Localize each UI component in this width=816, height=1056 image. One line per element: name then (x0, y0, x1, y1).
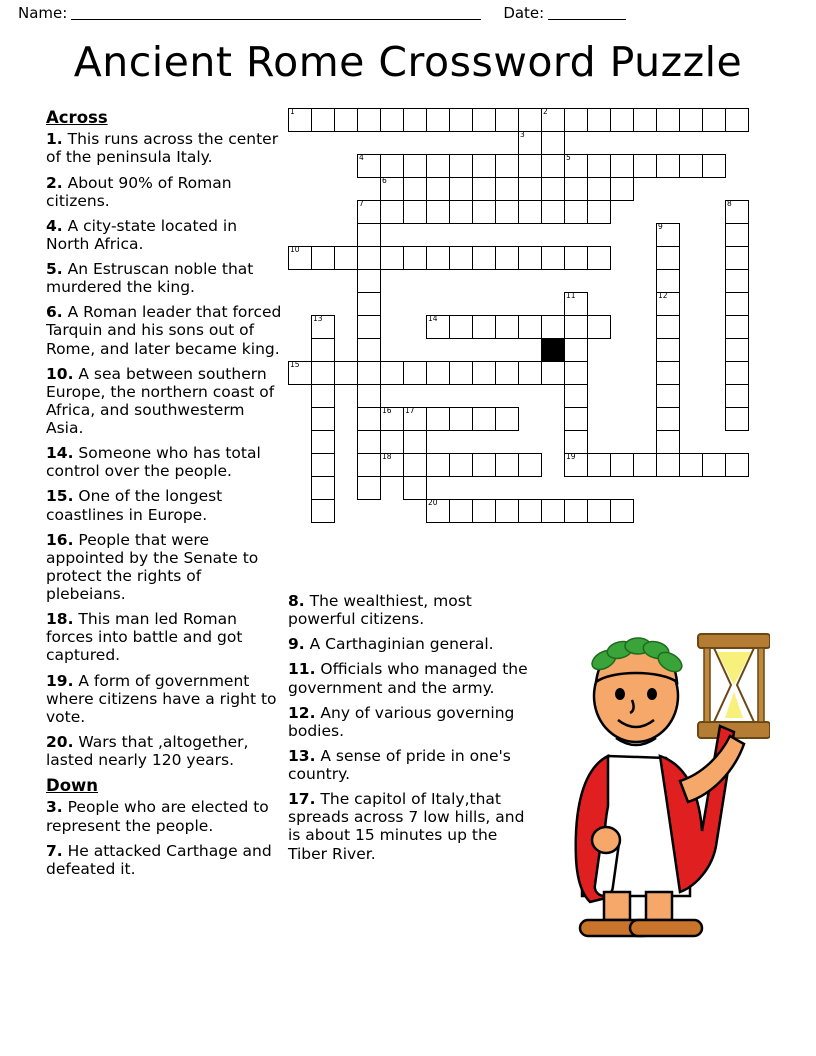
grid-cell[interactable] (564, 499, 588, 523)
clue-item (46, 733, 284, 769)
grid-cell[interactable] (357, 315, 381, 339)
grid-cell[interactable] (311, 384, 335, 408)
grid-cell[interactable] (472, 499, 496, 523)
grid-cell-number: 13 (313, 314, 323, 323)
grid-cell[interactable] (472, 246, 496, 270)
clue-text: Any of various governing bodies. (288, 703, 515, 740)
grid-cell[interactable] (679, 453, 703, 477)
clues-column-middle (288, 592, 538, 870)
grid-cell[interactable] (564, 108, 588, 132)
grid-cell[interactable] (380, 200, 404, 224)
grid-cell[interactable] (334, 361, 358, 385)
grid-cell-number: 5 (566, 153, 571, 162)
grid-cell[interactable] (311, 430, 335, 454)
grid-cell[interactable] (357, 476, 381, 500)
clue-item (288, 660, 538, 696)
clue-number: 13. (288, 746, 316, 765)
grid-cell[interactable] (564, 338, 588, 362)
grid-cell[interactable] (725, 315, 749, 339)
grid-cell[interactable] (311, 338, 335, 362)
grid-cell[interactable] (403, 246, 427, 270)
grid-cell[interactable] (426, 177, 450, 201)
grid-cell-number: 16 (382, 406, 392, 415)
grid-cell[interactable] (587, 315, 611, 339)
grid-cell[interactable] (357, 453, 381, 477)
grid-cell[interactable] (495, 361, 519, 385)
grid-cell[interactable] (725, 361, 749, 385)
grid-cell[interactable] (725, 384, 749, 408)
grid-cell-number: 11 (566, 291, 576, 300)
grid-cell[interactable] (495, 177, 519, 201)
grid-cell[interactable] (403, 430, 427, 454)
clue-text: A sea between southern Europe, the northern coast of Africa, and southwesterm Asia. (46, 364, 275, 438)
clue-item (46, 610, 284, 664)
clue-number: 6. (46, 303, 63, 322)
grid-cell[interactable] (426, 499, 450, 523)
grid-cell[interactable] (357, 361, 381, 385)
grid-cell[interactable] (725, 246, 749, 270)
clue-number: 2. (46, 173, 63, 192)
grid-cell[interactable] (518, 246, 542, 270)
grid-cell[interactable] (633, 154, 657, 178)
grid-cell[interactable] (449, 407, 473, 431)
clue-text: A Carthaginian general. (304, 635, 494, 654)
grid-cell[interactable] (495, 154, 519, 178)
grid-cell[interactable] (311, 315, 335, 339)
grid-cell[interactable] (311, 246, 335, 270)
clue-text: Someone who has total control over the people. (46, 444, 261, 481)
clue-text: About 90% of Roman citizens. (46, 173, 232, 210)
grid-cell-blocked (541, 338, 565, 362)
grid-cell[interactable] (403, 361, 427, 385)
grid-cell[interactable] (656, 453, 680, 477)
grid-cell[interactable] (702, 108, 726, 132)
grid-cell[interactable] (311, 108, 335, 132)
grid-cell[interactable] (426, 108, 450, 132)
grid-cell[interactable] (472, 361, 496, 385)
grid-cell[interactable] (541, 154, 565, 178)
grid-cell[interactable] (587, 499, 611, 523)
hourglass-icon (698, 634, 770, 738)
grid-cell[interactable] (380, 177, 404, 201)
grid-cell[interactable] (380, 108, 404, 132)
clue-text: An Estruscan noble that murdered the king. (46, 260, 254, 297)
clue-item (46, 672, 284, 726)
grid-cell[interactable] (541, 108, 565, 132)
grid-cell-number: 3 (520, 130, 525, 139)
grid-cell[interactable] (656, 108, 680, 132)
grid-cell[interactable] (725, 269, 749, 293)
grid-cell[interactable] (610, 154, 634, 178)
grid-cell[interactable] (495, 499, 519, 523)
grid-cell[interactable] (656, 315, 680, 339)
grid-cell[interactable] (426, 453, 450, 477)
name-date-row (18, 0, 798, 26)
grid-cell-number: 6 (382, 176, 387, 185)
grid-cell[interactable] (564, 407, 588, 431)
grid-cell[interactable] (472, 108, 496, 132)
grid-cell-number: 10 (290, 245, 300, 254)
date-input-line[interactable] (548, 6, 626, 20)
page-title: Ancient Rome Crossword Puzzle (73, 38, 743, 86)
grid-cell[interactable] (656, 292, 680, 316)
grid-cell[interactable] (334, 246, 358, 270)
across-clue-list (46, 130, 284, 769)
clue-text: One of the longest coastlines in Europe. (46, 487, 223, 524)
grid-cell[interactable] (656, 246, 680, 270)
clue-number: 11. (288, 660, 316, 679)
grid-cell[interactable] (357, 338, 381, 362)
grid-cell[interactable] (472, 177, 496, 201)
grid-cell[interactable] (357, 108, 381, 132)
grid-cell[interactable] (725, 292, 749, 316)
grid-cell[interactable] (610, 177, 634, 201)
clue-number: 7. (46, 841, 63, 860)
grid-cell-number: 8 (727, 199, 732, 208)
grid-cell[interactable] (541, 131, 565, 155)
grid-cell[interactable] (311, 407, 335, 431)
grid-cell[interactable] (564, 292, 588, 316)
grid-cell[interactable] (357, 407, 381, 431)
grid-cell[interactable] (403, 177, 427, 201)
grid-cell[interactable] (564, 154, 588, 178)
grid-cell-number: 12 (658, 291, 668, 300)
grid-cell[interactable] (403, 200, 427, 224)
grid-cell[interactable] (564, 315, 588, 339)
grid-cell-number: 2 (543, 107, 548, 116)
clue-item (46, 130, 284, 166)
grid-cell[interactable] (656, 407, 680, 431)
grid-cell[interactable] (725, 223, 749, 247)
grid-cell[interactable] (357, 292, 381, 316)
grid-cell[interactable] (311, 361, 335, 385)
grid-cell[interactable] (541, 246, 565, 270)
grid-cell[interactable] (449, 154, 473, 178)
grid-cell[interactable] (472, 453, 496, 477)
down-heading: Down (46, 776, 99, 796)
grid-cell[interactable] (518, 154, 542, 178)
clue-item (288, 747, 538, 783)
clue-number: 9. (288, 635, 305, 654)
grid-cell-number: 9 (658, 222, 663, 231)
clue-text: The wealthiest, most powerful citizens. (288, 592, 472, 629)
grid-cell[interactable] (564, 361, 588, 385)
grid-cell[interactable] (449, 200, 473, 224)
grid-cell-number: 1 (290, 107, 295, 116)
grid-cell[interactable] (587, 177, 611, 201)
grid-cell[interactable] (357, 223, 381, 247)
grid-cell[interactable] (610, 108, 634, 132)
grid-cell[interactable] (495, 200, 519, 224)
clue-text: A form of government where citizens have a right to vote. (46, 671, 277, 726)
grid-cell[interactable] (334, 108, 358, 132)
date-label: Date: (503, 4, 545, 22)
grid-cell[interactable] (426, 315, 450, 339)
grid-cell[interactable] (495, 407, 519, 431)
clue-item (288, 704, 538, 740)
grid-cell[interactable] (472, 154, 496, 178)
grid-cell[interactable] (449, 361, 473, 385)
clue-item (288, 592, 538, 628)
clue-number: 8. (288, 592, 305, 610)
grid-cell[interactable] (587, 108, 611, 132)
grid-cell[interactable] (426, 246, 450, 270)
clue-item (288, 635, 538, 653)
grid-cell[interactable] (518, 315, 542, 339)
grid-cell[interactable] (610, 499, 634, 523)
grid-cell[interactable] (725, 407, 749, 431)
grid-cell[interactable] (311, 453, 335, 477)
grid-cell[interactable] (656, 223, 680, 247)
grid-cell[interactable] (518, 453, 542, 477)
clue-item (46, 303, 284, 357)
grid-cell[interactable] (449, 246, 473, 270)
grid-cell[interactable] (518, 131, 542, 155)
grid-cell[interactable] (495, 453, 519, 477)
grid-cell[interactable] (656, 269, 680, 293)
name-label: Name: (18, 4, 68, 22)
grid-cell[interactable] (587, 200, 611, 224)
grid-cell[interactable] (702, 154, 726, 178)
grid-cell[interactable] (587, 246, 611, 270)
grid-cell[interactable] (357, 246, 381, 270)
clue-number: 19. (46, 671, 74, 690)
grid-cell[interactable] (403, 476, 427, 500)
grid-cell[interactable] (403, 108, 427, 132)
grid-cell[interactable] (518, 200, 542, 224)
grid-cell[interactable] (403, 154, 427, 178)
grid-cell[interactable] (656, 384, 680, 408)
grid-cell[interactable] (564, 430, 588, 454)
clue-number: 18. (46, 610, 74, 629)
grid-cell[interactable] (288, 361, 312, 385)
grid-cell-number: 17 (405, 406, 415, 415)
grid-cell[interactable] (449, 177, 473, 201)
grid-cell[interactable] (380, 154, 404, 178)
grid-cell[interactable] (518, 499, 542, 523)
clue-text: Officials who managed the government and the army. (288, 660, 528, 697)
clue-number: 17. (288, 790, 316, 809)
grid-cell[interactable] (656, 361, 680, 385)
grid-cell-number: 15 (290, 360, 300, 369)
name-input-line[interactable] (71, 6, 481, 20)
grid-cell[interactable] (541, 177, 565, 201)
grid-cell[interactable] (541, 200, 565, 224)
grid-cell[interactable] (426, 154, 450, 178)
grid-cell[interactable] (357, 154, 381, 178)
clue-item (46, 842, 284, 878)
grid-cell-number: 7 (359, 199, 364, 208)
across-heading: Across (46, 108, 108, 127)
grid-cell[interactable] (380, 407, 404, 431)
grid-cell[interactable] (564, 246, 588, 270)
grid-cell-number: 4 (359, 153, 364, 162)
clue-list-continued (288, 592, 538, 863)
clue-item (46, 217, 284, 253)
clue-text: This runs across the center of the peninsula Italy. (46, 130, 279, 167)
grid-cell[interactable] (633, 453, 657, 477)
grid-cell[interactable] (288, 108, 312, 132)
grid-cell[interactable] (541, 315, 565, 339)
clue-number: 20. (46, 732, 74, 751)
down-clue-list (46, 798, 284, 878)
clues-column-left (46, 108, 284, 885)
clue-number: 16. (46, 530, 74, 549)
grid-cell[interactable] (403, 453, 427, 477)
clue-text: This man led Roman forces into battle and got captured. (46, 610, 243, 665)
clue-text: The capitol of Italy,that spreads across 7 low hills, and is about 15 minutes up the Tiber River. (288, 790, 525, 863)
grid-cell[interactable] (518, 108, 542, 132)
clue-number: 15. (46, 487, 74, 506)
grid-cell[interactable] (725, 453, 749, 477)
grid-cell[interactable] (564, 200, 588, 224)
clue-number: 14. (46, 444, 74, 463)
crossword-grid[interactable] (288, 108, 772, 590)
grid-cell[interactable] (564, 453, 588, 477)
grid-cell[interactable] (679, 108, 703, 132)
grid-cell-number: 20 (428, 498, 438, 507)
clue-number: 4. (46, 216, 63, 235)
grid-cell[interactable] (472, 200, 496, 224)
clue-item (46, 174, 284, 210)
grid-cell[interactable] (633, 108, 657, 132)
grid-cell[interactable] (495, 315, 519, 339)
grid-cell[interactable] (725, 200, 749, 224)
clue-number: 1. (46, 130, 63, 149)
clue-text: Wars that ,altogether, lasted nearly 120 years. (46, 732, 249, 770)
clue-number: 3. (46, 798, 63, 817)
grid-cell[interactable] (541, 361, 565, 385)
grid-cell[interactable] (472, 407, 496, 431)
grid-cell[interactable] (380, 361, 404, 385)
grid-cell[interactable] (725, 108, 749, 132)
grid-cell[interactable] (541, 499, 565, 523)
grid-cell[interactable] (587, 154, 611, 178)
grid-cell[interactable] (472, 315, 496, 339)
grid-cell[interactable] (656, 338, 680, 362)
grid-cell[interactable] (311, 476, 335, 500)
grid-cell[interactable] (587, 453, 611, 477)
grid-cell[interactable] (449, 108, 473, 132)
grid-cell[interactable] (679, 154, 703, 178)
date-group (503, 4, 626, 22)
clue-item (288, 790, 538, 863)
grid-cell[interactable] (380, 453, 404, 477)
grid-cell[interactable] (702, 453, 726, 477)
clue-item (46, 260, 284, 296)
clue-text: A sense of pride in one's country. (288, 746, 511, 783)
clue-text: He attacked Carthage and defeated it. (46, 841, 272, 878)
clue-item (46, 798, 284, 834)
grid-cell[interactable] (518, 361, 542, 385)
clue-text: A Roman leader that forced Tarquin and his sons out of Rome, and later became king. (46, 303, 282, 358)
grid-cell[interactable] (426, 407, 450, 431)
clue-item (46, 365, 284, 438)
grid-cell[interactable] (564, 177, 588, 201)
grid-cell[interactable] (426, 200, 450, 224)
grid-cell-number: 14 (428, 314, 438, 323)
grid-cell[interactable] (725, 338, 749, 362)
roman-emperor-illustration (520, 596, 770, 946)
clue-number: 5. (46, 260, 63, 279)
grid-cell[interactable] (288, 246, 312, 270)
grid-cell[interactable] (656, 154, 680, 178)
grid-cell[interactable] (357, 430, 381, 454)
clue-text: People who are elected to represent the people. (46, 798, 269, 835)
grid-cell[interactable] (357, 384, 381, 408)
grid-cell[interactable] (449, 453, 473, 477)
grid-cell[interactable] (518, 177, 542, 201)
clue-item (46, 444, 284, 480)
clue-number: 10. (46, 364, 74, 383)
grid-cell[interactable] (495, 246, 519, 270)
grid-cell[interactable] (357, 200, 381, 224)
grid-cell[interactable] (403, 407, 427, 431)
grid-cell[interactable] (380, 246, 404, 270)
grid-cell[interactable] (449, 499, 473, 523)
grid-cell[interactable] (357, 269, 381, 293)
clue-text: A city-state located in North Africa. (46, 216, 238, 253)
clue-number: 12. (288, 703, 316, 722)
grid-cell[interactable] (311, 499, 335, 523)
clue-text: People that were appointed by the Senate to protect the rights of plebeians. (46, 530, 259, 604)
emperor-figure (576, 638, 744, 936)
clue-item (46, 531, 284, 604)
grid-cell[interactable] (564, 384, 588, 408)
grid-cell[interactable] (449, 315, 473, 339)
grid-cell[interactable] (656, 430, 680, 454)
grid-cell[interactable] (426, 361, 450, 385)
grid-cell-number: 19 (566, 452, 576, 461)
grid-cell[interactable] (495, 108, 519, 132)
grid-cell-number: 18 (382, 452, 392, 461)
clue-item (46, 487, 284, 523)
grid-cell[interactable] (610, 453, 634, 477)
